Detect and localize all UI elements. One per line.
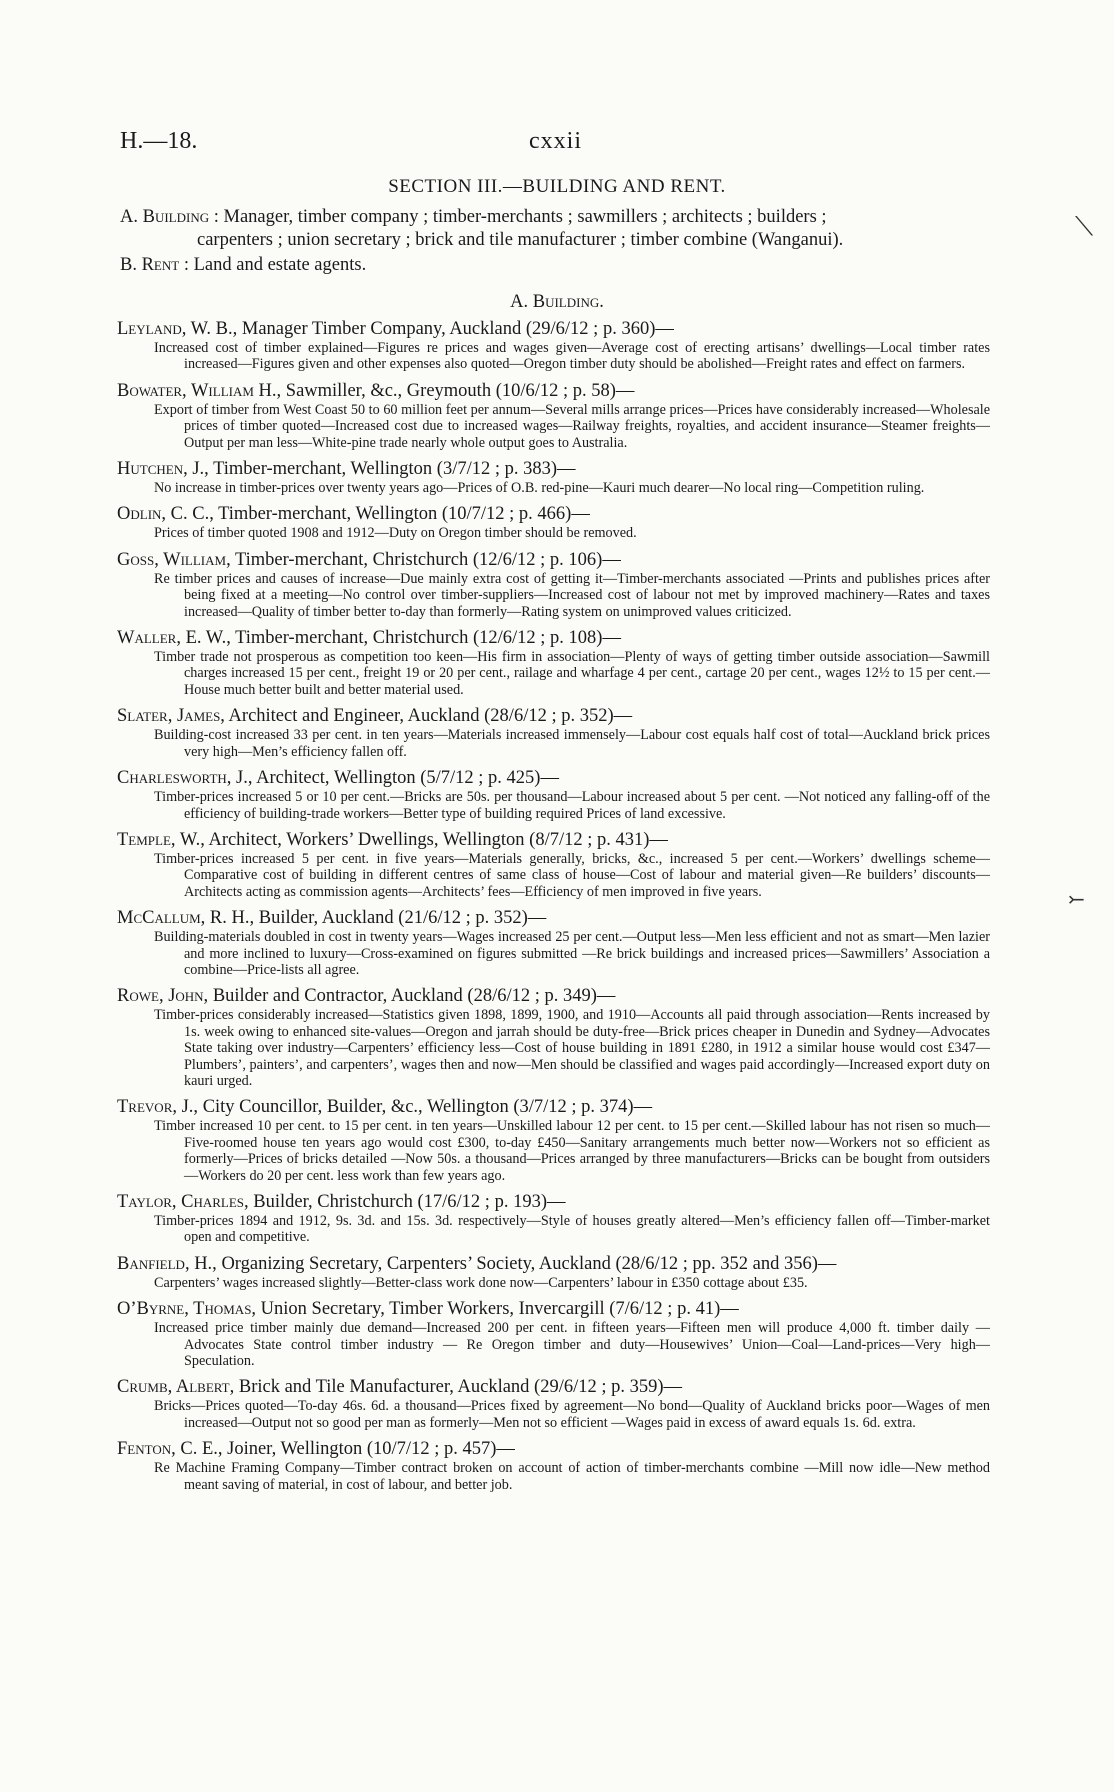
- witness-name: Temple, W.,: [117, 829, 205, 850]
- witness-name: McCallum, R. H.,: [117, 908, 255, 929]
- witness-detail: Timber-merchant, Wellington (10/7/12 ; p. 466)—: [218, 504, 590, 525]
- evidence-summary: Prices of timber quoted 1908 and 1912—Duty on Oregon timber should be removed.: [154, 525, 637, 542]
- entry-heading: [117, 1376, 990, 1398]
- evidence-summary: Increased price timber mainly due demand—Increased 200 per cent. in fifteen years—Fifteen men will produce 4,000 ft. timber daily — Advocates State control timber industry — Re Oregon timber and duty—Housewives’ Union—Coal—Land-prices—Very high—Speculation.: [154, 1320, 990, 1370]
- witness-detail: Manager Timber Company, Auckland (29/6/12 ; p. 360)—: [241, 319, 674, 339]
- entry-heading: [117, 1096, 990, 1118]
- witness-name: Taylor, Charles,: [117, 1192, 249, 1212]
- witness-name: Charlesworth, J.,: [117, 768, 253, 789]
- witness-name: Crumb, Albert,: [117, 1377, 235, 1398]
- evidence-summary: Building-materials doubled in cost in twenty years—Wages increased 25 per cent.—Output less—Men less efficient and not as smart—Men lazier and more inclined to luxury—Cross-examined on figures submitted —Re brick buildings and increased prices—Sawmillers’ Association a combine—Price-lists all agree.: [154, 929, 990, 978]
- witness-name: Banfield, H.,: [117, 1253, 217, 1274]
- legend-building-text-1: Manager, timber company ; timber-merchants ; sawmillers ; architects ; builders ;: [223, 207, 827, 227]
- witness-entries: [117, 318, 990, 1500]
- witness-entry: [117, 705, 990, 760]
- witness-entry: [117, 1376, 990, 1431]
- witness-detail: Brick and Tile Manufacturer, Auckland (29/6/12 ; p. 359)—: [238, 1377, 683, 1398]
- witness-entry: [117, 1298, 990, 1369]
- witness-entry: [117, 985, 990, 1089]
- witness-name: Odlin, C. C.,: [117, 504, 214, 525]
- witness-detail: Builder, Christchurch (17/6/12 ; p. 193)—: [253, 1192, 566, 1212]
- page-reference: H.—18.: [120, 128, 198, 154]
- evidence-summary: Timber-prices increased 5 or 10 per cent.—Bricks are 50s. per thousand—Labour increased about 5 per cent. —Not noticed any falling-off of the efficiency of building-trade workers—Better type of building required Prices of land excessive.: [154, 789, 990, 822]
- witness-detail: Builder and Contractor, Auckland (28/6/12 ; p. 349)—: [212, 986, 616, 1007]
- evidence-summary: Export of timber from West Coast 50 to 60 million feet per annum—Several mills arrange prices—Prices have considerably increased—Wholesale prices of timber quoted—Increased cost due to increased wages—Railway freights, royalties, and accident insurance—Steamer freights—Output per man less—White-pine trade nearly whole output goes to Australia.: [154, 401, 990, 451]
- witness-name: Bowater, William H.,: [117, 380, 282, 401]
- legend-building-text-2: carpenters ; union secretary ; brick and tile manufacturer ; timber combine (Wanganui).: [197, 230, 844, 250]
- entry-heading: [117, 1253, 990, 1275]
- witness-name: O’Byrne, Thomas,: [117, 1299, 257, 1320]
- witness-name: Trevor, J.,: [117, 1097, 199, 1118]
- witness-entry: [117, 549, 990, 620]
- entry-heading: [117, 318, 990, 340]
- margin-mark: ⟍: [1075, 212, 1094, 241]
- entry-heading: [117, 1438, 990, 1460]
- witness-entry: [117, 1253, 990, 1291]
- evidence-summary: Building-cost increased 33 per cent. in ten years—Materials increased immensely—Labour cost equals half cost of total—Auckland brick prices very high—Men’s efficiency fallen off.: [154, 727, 990, 760]
- witness-name: Fenton, C. E.,: [117, 1439, 223, 1460]
- witness-entry: [117, 503, 990, 541]
- entry-heading: [117, 627, 990, 649]
- evidence-summary: No increase in timber-prices over twenty years ago—Prices of O.B. red-pine—Kauri much dearer—No local ring—Competition ruling.: [154, 480, 925, 497]
- witness-detail: Timber-merchant, Wellington (3/7/12 ; p. 383)—: [213, 459, 576, 480]
- entry-heading: [117, 705, 990, 727]
- evidence-summary: Timber-prices considerably increased—Statistics given 1898, 1899, 1900, and 1910—Accounts all paid through association—Rents increased by 1s. week owing to enhanced site-values—Oregon and jarrah should be duty-free—Brick prices cheaper in Dunedin and Sydney—Advocates State taking over industry—Carpenters’ efficiency less—Cost of house building in 1891 £280, in 1912 a similar house would cost £347—Plumbers’, painters’, and carpenters’, wages then and now—Men should be classified and wages paid accordingly—Increased export duty on kauri urged.: [154, 1007, 990, 1089]
- section-legend: [120, 206, 1000, 277]
- entry-heading: [117, 1191, 990, 1213]
- evidence-summary: Timber-prices increased 5 per cent. in five years—Materials generally, bricks, &c., increased 5 per cent.—Workers’ dwellings scheme—Comparative cost of building in different centres of same class of house—Cost of labour and material given—Re builders’ discounts—Architects acting as commission agents—Architects’ fees—Efficiency of men improved in five years.: [154, 850, 990, 900]
- witness-entry: [117, 1438, 990, 1493]
- witness-entry: [117, 829, 990, 900]
- witness-name: Waller, E. W.,: [117, 628, 231, 649]
- legend-rent-label: B. Rent :: [120, 255, 189, 275]
- section-title: SECTION III.—BUILDING AND RENT.: [388, 176, 726, 197]
- entry-heading: [117, 380, 990, 402]
- witness-detail: Architect, Workers’ Dwellings, Wellington (8/7/12 ; p. 431)—: [208, 829, 668, 850]
- witness-detail: Timber-merchant, Christchurch (12/6/12 ; p. 106)—: [235, 549, 621, 570]
- evidence-summary: Re timber prices and causes of increase—Due mainly extra cost of getting it—Timber-merchants associated —Prints and publishes prices after being fixed at a meeting—No control over timber-suppliers—Increased cost of labour not met by improved machinery—Rates and taxes increased—Quality of timber better to-day than formerly—Rating system on unimproved values criticized.: [154, 570, 990, 620]
- witness-name: Rowe, John,: [117, 986, 209, 1007]
- entry-heading: [117, 1298, 990, 1320]
- witness-entry: [117, 907, 990, 978]
- witness-detail: Architect, Wellington (5/7/12 ; p. 425)—: [256, 768, 559, 789]
- legend-rent-text: Land and estate agents.: [193, 255, 367, 275]
- entry-heading: [117, 503, 990, 525]
- entry-heading: [117, 985, 990, 1007]
- witness-entry: [117, 318, 990, 373]
- witness-detail: Architect and Engineer, Auckland (28/6/12 ; p. 352)—: [228, 706, 633, 727]
- legend-rent: [120, 254, 1000, 277]
- page-number: cxxii: [529, 128, 582, 154]
- witness-name: Leyland, W. B.,: [117, 319, 238, 339]
- witness-entry: [117, 458, 990, 496]
- legend-building: [120, 206, 1000, 229]
- evidence-summary: Re Machine Framing Company—Timber contract broken on account of action of timber-merchants combine —Mill now idle—New method meant saving of material, in cost of labour, and better job.: [154, 1460, 990, 1493]
- witness-detail: Builder, Auckland (21/6/12 ; p. 352)—: [258, 908, 547, 929]
- witness-detail: Sawmiller, &c., Greymouth (10/6/12 ; p. 58)—: [285, 380, 635, 401]
- witness-entry: [117, 380, 990, 451]
- entry-heading: [117, 767, 990, 789]
- evidence-summary: Timber trade not prosperous as competition too keen—His firm in association—Plenty of ways of getting timber outside association—Sawmill charges increased 15 per cent., freight 19 or 20 per cent., railage and wharfage 4 per cent., cartage 20 per cent., wages 12½ to 15 per cent.—House much better built and better material used.: [154, 649, 990, 698]
- subsection-title: A. Building.: [510, 292, 604, 312]
- witness-detail: Timber-merchant, Christchurch (12/6/12 ; p. 108)—: [235, 628, 621, 649]
- witness-entry: [117, 627, 990, 698]
- witness-entry: [117, 1096, 990, 1184]
- witness-name: Goss, William,: [117, 549, 231, 570]
- entry-heading: [117, 907, 990, 929]
- witness-entry: [117, 767, 990, 822]
- evidence-summary: Timber increased 10 per cent. to 15 per cent. in ten years—Unskilled labour 12 per cent. to 15 per cent.—Skilled labour has not risen so much—Five-roomed house ten years ago would cost £300, to-day £450—Sanitary arrangements much better now—Workers not so efficient as formerly—Prices of bricks detailed —Now 50s. a thousand—Prices arranged by three manufacturers—Bricks can be bought from outsiders —Workers do 20 per cent. less work than few years ago.: [154, 1118, 990, 1184]
- legend-building-label: A. Building :: [120, 207, 219, 227]
- witness-detail: Joiner, Wellington (10/7/12 ; p. 457)—: [227, 1439, 515, 1460]
- evidence-summary: Bricks—Prices quoted—To-day 46s. 6d. a thousand—Prices fixed by agreement—No bond—Quality of Auckland bricks poor—Wages of men increased—Output not so good per man as formerly—Men not so efficient —Wages paid in excess of award equals 1s. 6d. extra.: [154, 1398, 990, 1431]
- witness-detail: City Councillor, Builder, &c., Wellington (3/7/12 ; p. 374)—: [202, 1097, 653, 1118]
- witness-detail: Organizing Secretary, Carpenters’ Society, Auckland (28/6/12 ; pp. 352 and 356)—: [221, 1253, 837, 1274]
- evidence-summary: Carpenters’ wages increased slightly—Better-class work done now—Carpenters’ labour in £350 cottage about £35.: [154, 1274, 808, 1291]
- witness-detail: Union Secretary, Timber Workers, Invercargill (7/6/12 ; p. 41)—: [260, 1299, 739, 1320]
- evidence-summary: Timber-prices 1894 and 1912, 9s. 3d. and 15s. 3d. respectively—Style of houses greatly altered—Men’s efficiency fallen off—Timber-market open and competitive.: [154, 1213, 990, 1246]
- entry-heading: [117, 458, 990, 480]
- witness-entry: [117, 1191, 990, 1246]
- evidence-summary: Increased cost of timber explained—Figures re prices and wages given—Average cost of erecting artisans’ dwellings—Local timber rates increased—Figures given and other expenses also quoted—Oregon timber duty should be abolished—Freight rates and effect on farmers.: [154, 340, 990, 373]
- margin-mark: ⤚: [1068, 889, 1085, 911]
- legend-building-continued: [120, 229, 1000, 252]
- entry-heading: [117, 549, 990, 571]
- entry-heading: [117, 829, 990, 851]
- witness-name: Slater, James,: [117, 706, 225, 727]
- witness-name: Hutchen, J.,: [117, 459, 209, 480]
